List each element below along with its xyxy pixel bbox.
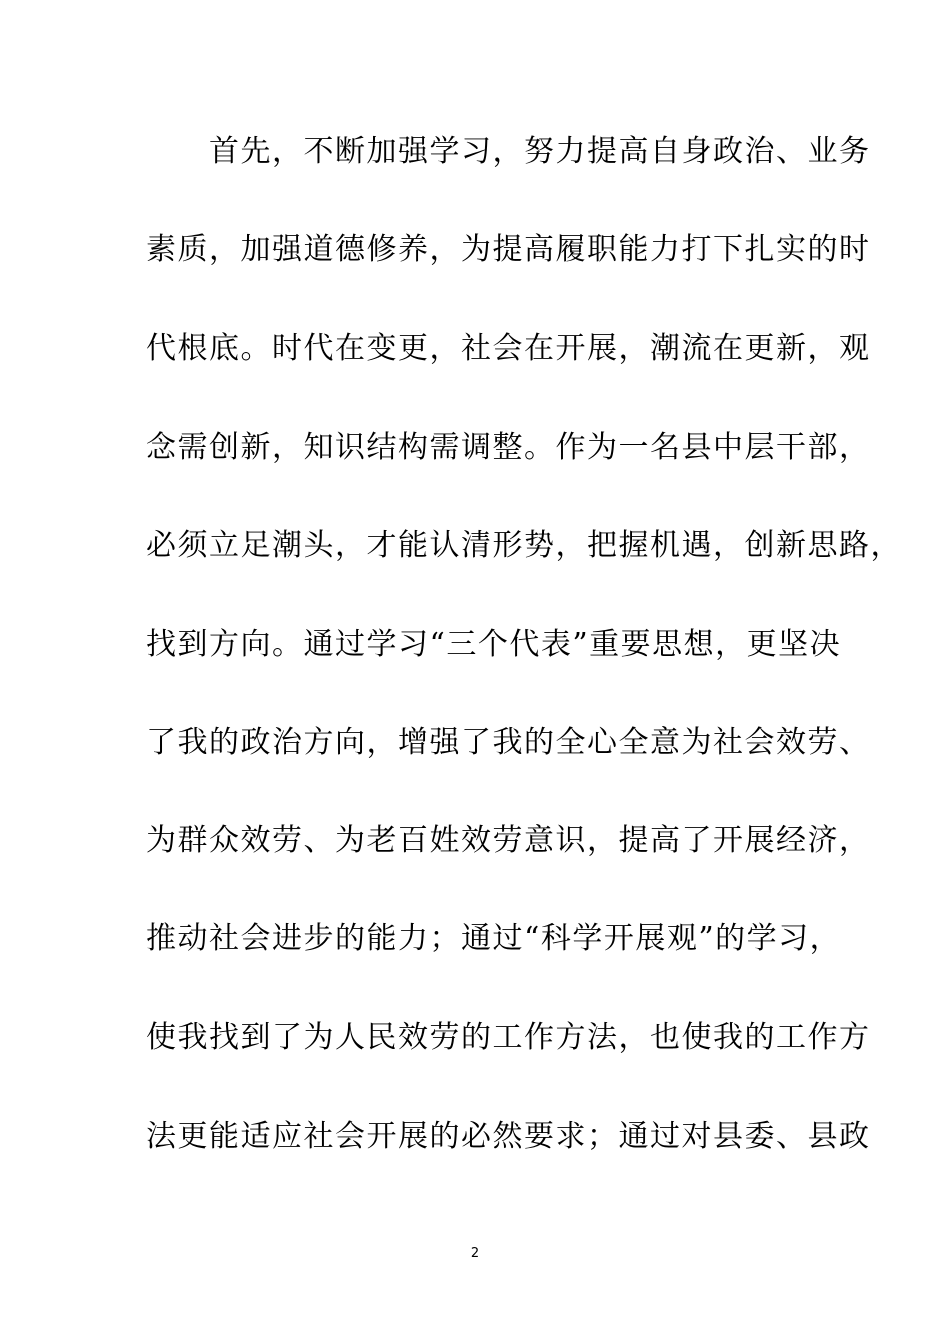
body-text-line: 推动社会进步的能力；通过“科学开展观”的学习， [146, 921, 842, 956]
body-text-line: 素质，加强道德修养，为提高履职能力打下扎实的时 [146, 232, 871, 267]
page-number: 2 [470, 1246, 480, 1261]
body-text-line: 使我找到了为人民效劳的工作方法，也使我的工作方 [146, 1020, 871, 1055]
body-text-line: 了我的政治方向，增强了我的全心全意为社会效劳、 [146, 725, 871, 760]
body-text-line: 必须立足潮头，才能认清形势，把握机遇，创新思路， [146, 528, 902, 563]
body-text-line: 找到方向。通过学习“三个代表”重要思想，更坚决 [146, 627, 842, 662]
body-text-line: 首先，不断加强学习，努力提高自身政治、业务 [146, 134, 871, 169]
body-text-line: 法更能适应社会开展的必然要求；通过对县委、县政 [146, 1119, 871, 1154]
body-text-line: 为群众效劳、为老百姓效劳意识，提高了开展经济， [146, 823, 871, 858]
body-text-line: 念需创新，知识结构需调整。作为一名县中层干部， [146, 430, 871, 465]
body-text-line: 代根底。时代在变更，社会在开展，潮流在更新，观 [146, 331, 871, 366]
